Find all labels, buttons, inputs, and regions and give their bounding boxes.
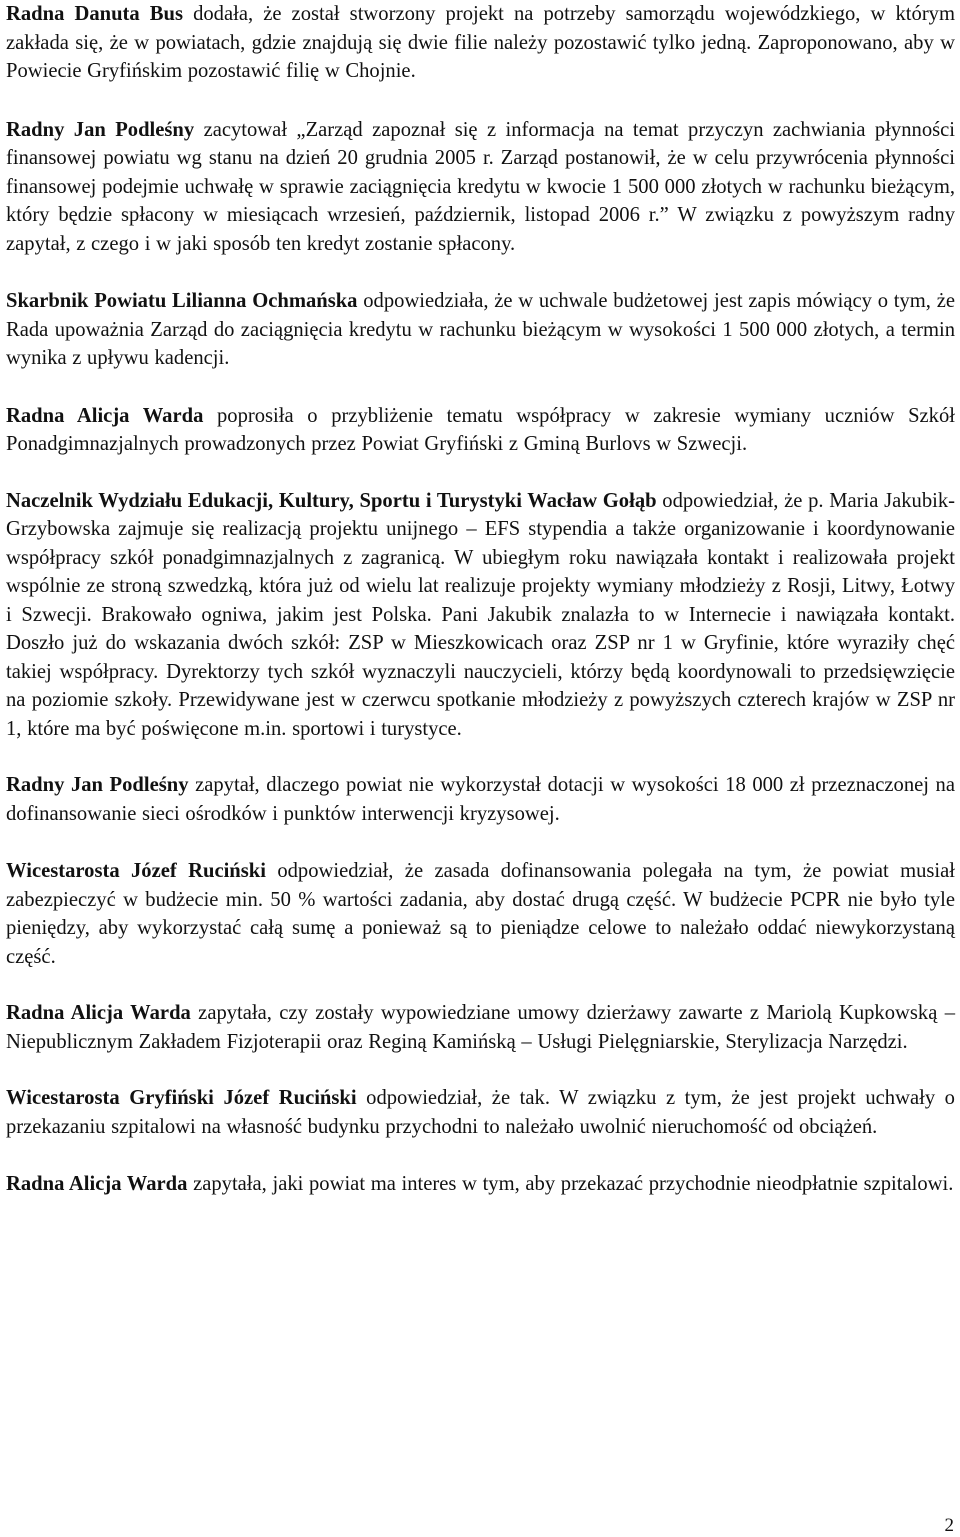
page-number: 2 [944, 1515, 954, 1536]
document-body [6, 0, 955, 1199]
paragraph-text: odpowiedziała, że w uchwale budżetowej jest zapis mówiący o tym, że Rada upoważnia Zarząd do zaciągnięcia kredytu w rachunku bieżącym w wysokości 1 500 000 złotych, a termin wynika z upływu kadencji. [6, 290, 955, 369]
speaker-name: Radna Alicja Warda [6, 1173, 188, 1195]
paragraph-text: odpowiedział, że tak. W związku z tym, że jest projekt uchwały o przekazaniu szpitalowi na własność budynku przychodni to należało uwolnić nieruchomość od obciążeń. [6, 1087, 955, 1138]
speaker-name: Radna Alicja Warda [6, 1002, 191, 1024]
paragraph-jozef-rucinski-grant [6, 857, 955, 971]
paragraph-danuta-bus [6, 0, 955, 86]
paragraph-jan-podlesny-grant [6, 771, 955, 828]
paragraph-text: zapytała, czy zostały wypowiedziane umowy dzierżawy zawarte z Mariolą Kupkowską – Niepublicznym Zakładem Fizjoterapii oraz Reginą Kamińską – Usługi Pielęgniarskie, Sterylizacja Narzędzi. [6, 1002, 955, 1053]
speaker-name: Radna Danuta Bus [6, 3, 183, 25]
speaker-name: Wicestarosta Józef Ruciński [6, 860, 266, 882]
paragraph-alicja-warda-clinic [6, 1170, 955, 1199]
paragraph-text: odpowiedział, że zasada dofinansowania polegała na tym, że powiat musiał zabezpieczyć w budżecie min. 50 % wartości zadania, aby dostać drugą część. W budżecie PCPR nie było tyle pieniędzy, aby wykorzystać całą sumę a ponieważ są to pieniądze celowe to należało oddać niewykorzystaną część. [6, 860, 955, 968]
paragraph-text: odpowiedział, że p. Maria Jakubik-Grzybowska zajmuje się realizacją projektu unijnego – EFS stypendia a także organizowanie i koordynowanie współpracy szkół ponadgimnazjalnych z zagranicą. W ubiegłym roku nawiązała kontakt i realizowała projekt wspólnie ze stroną szwedzką, która już od wielu lat realizuje projekty wymiany młodzieży z Rosji, Litwy, Łotwy i Szwecji. Brakowało ogniwa, jakim jest Polska. Pani Jakubik znalazła to w Internecie i nawiązała kontakt. Doszło już do wskazania dwóch szkół: ZSP w Mieszkowicach oraz ZSP nr 1 w Gryfinie, które wyraziły chęć takiej współpracy. Dyrektorzy tych szkół wyznaczyli nauczycieli, którzy będą koordynowali to przedsięwzięcie na poziomie szkoły. Przewidywane jest w czerwcu spotkanie młodzieży z powyższych czterech krajów w ZSP nr 1, które ma być poświęcone m.in. sportowi i turystyce. [6, 489, 956, 740]
paragraph-text: zapytała, jaki powiat ma interes w tym, aby przekazać przychodnie nieodpłatnie szpitalowi. [187, 1173, 954, 1195]
speaker-name: Skarbnik Powiatu Lilianna Ochmańska [6, 290, 358, 312]
paragraph-alicja-warda-leases [6, 999, 955, 1056]
speaker-name: Radna Alicja Warda [6, 404, 204, 427]
speaker-name: Naczelnik Wydziału Edukacji, Kultury, Sportu i Turystyki Wacław Gołąb [6, 489, 657, 512]
paragraph-text: zapytał, dlaczego powiat nie wykorzystał dotacji w wysokości 18 000 zł przeznaczonej na dofinansowanie sieci ośrodków i punktów interwencji kryzysowej. [6, 774, 955, 825]
paragraph-jan-podlesny-credit [6, 116, 955, 259]
speaker-name: Radny Jan Podleśny [6, 774, 189, 796]
speaker-name: Wicestarosta Gryfiński Józef Ruciński [6, 1087, 357, 1109]
paragraph-waclaw-golab [6, 487, 955, 744]
speaker-name: Radny Jan Podleśny [6, 118, 195, 141]
paragraph-text: zacytował „Zarząd zapoznał się z informacja na temat przyczyn zachwiania płynności finansowej powiatu wg stanu na dzień 20 grudnia 2005 r. Zarząd postanowił, że w celu przywrócenia płynności finansowej podejmie uchwałę w sprawie zaciągnięcia kredytu w kwocie 1 500 000 złotych w rachunku bieżącym, który będzie spłacony w miesiącach wrzesień, październik, listopad 2006 r.” W związku z powyższym radny zapytał, z czego i w jaki sposób ten kredyt zostanie spłacony. [6, 118, 955, 255]
paragraph-text: dodała, że został stworzony projekt na potrzeby samorządu wojewódzkiego, w którym zakłada się, że w powiatach, gdzie znajdują się dwie filie należy pozostawić tylko jedną. Zaproponowano, aby w Powiecie Gryfińskim pozostawić filię w Chojnie. [6, 3, 955, 82]
paragraph-jozef-rucinski-leases [6, 1084, 955, 1141]
paragraph-alicja-warda-exchange [6, 402, 955, 459]
paragraph-lilianna-ochmanska [6, 287, 955, 373]
paragraph-text: poprosiła o przybliżenie tematu współpracy w zakresie wymiany uczniów Szkół Ponadgimnazjalnych prowadzonych przez Powiat Gryfiński z Gminą Burlovs w Szwecji. [6, 404, 955, 455]
